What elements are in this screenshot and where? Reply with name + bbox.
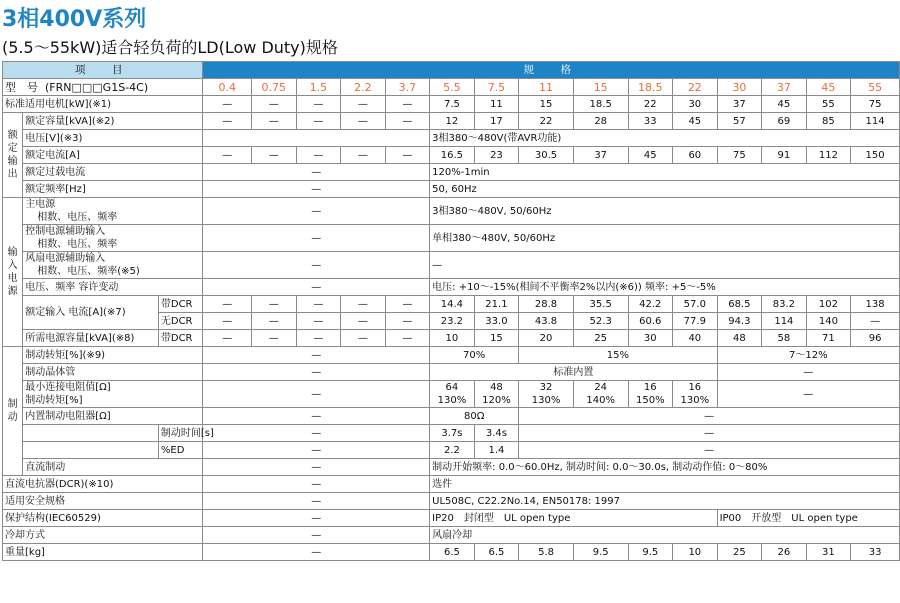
dash-cell: — (203, 510, 430, 527)
capacity-cell: 15 (573, 79, 628, 96)
model-label-cell (3, 79, 203, 96)
dash-cell: — (203, 198, 430, 225)
value-cell (673, 381, 718, 408)
value-cell: — (385, 313, 430, 330)
dcr-label: 带DCR (158, 296, 203, 313)
dash-cell: — (203, 164, 430, 181)
min-res-row (3, 381, 900, 408)
value-cell: 77.9 (673, 313, 718, 330)
group-label-char: 输 (7, 156, 18, 167)
capacity-cell: 55 (851, 79, 900, 96)
row-label: 额定容量[kVA](※2) (23, 113, 203, 130)
value-cell: 10 (430, 330, 475, 347)
row-label (23, 225, 203, 252)
header-item: 项 目 (3, 62, 203, 79)
value-cell: — (519, 408, 900, 425)
value-cell: 45 (673, 113, 718, 130)
capacity-cell: 2.2 (341, 79, 386, 96)
value-cell: 标准内置 (430, 364, 717, 381)
row-label: 电压、频率 容许变动 (23, 279, 203, 296)
value-cell: — (519, 425, 900, 442)
value-cell: 22 (519, 113, 574, 130)
value-cell: — (203, 113, 252, 130)
value-cell: 60 (673, 147, 718, 164)
ed-row (3, 442, 900, 459)
model-label: 型 号 (5, 80, 38, 94)
value-cell: — (252, 313, 297, 330)
row-label (23, 381, 203, 408)
row-label-main: 主电源 (25, 199, 56, 210)
group-label-char: 额 (7, 130, 18, 141)
res-value: 48 (490, 382, 503, 393)
value-cell: 7～12% (717, 347, 899, 364)
dash-cell: — (203, 425, 430, 442)
value-cell: — (203, 330, 252, 347)
value-cell: 120%-1min (430, 164, 900, 181)
value-cell: — (717, 364, 899, 381)
value-cell: 45 (628, 147, 673, 164)
value-cell: — (296, 313, 341, 330)
value-cell: — (252, 147, 297, 164)
value-cell: — (296, 113, 341, 130)
empty-cell (23, 442, 159, 459)
value-cell: 5.8 (519, 544, 574, 561)
res-value: 64 (445, 382, 459, 393)
value-cell: IP20 封闭型 UL open type (430, 510, 717, 527)
row-label: 标准适用电机[kW](※1) (3, 96, 203, 113)
res-value: 16 (688, 382, 702, 393)
value-cell: 75 (851, 96, 900, 113)
value-cell: 风扇冷却 (430, 527, 900, 544)
value-cell: 3相380～480V, 50/60Hz (430, 198, 900, 225)
value-cell: 30 (673, 96, 718, 113)
value-cell: 30.5 (519, 147, 574, 164)
value-cell: 68.5 (717, 296, 762, 313)
weight-row (3, 544, 900, 561)
row-label-sub: 相数、电压、频率 (37, 239, 118, 250)
capacity-cell: 0.4 (203, 79, 252, 96)
capacity-cell: 11 (519, 79, 574, 96)
value-cell: 43.8 (519, 313, 574, 330)
input-group-label (3, 198, 23, 347)
value-cell: — (385, 113, 430, 130)
value-cell: — (385, 296, 430, 313)
value-cell: 3.7s (430, 425, 475, 442)
value-cell: 55 (806, 96, 851, 113)
dash-cell: — (203, 493, 430, 510)
value-cell: 114 (851, 113, 900, 130)
current-row (3, 147, 900, 164)
value-cell: — (341, 147, 386, 164)
value-cell: 3相380～480V(带AVR功能) (430, 130, 900, 147)
group-label-char: 动 (7, 412, 18, 423)
in-current-dcr-row (3, 296, 900, 313)
brake-torque-row (3, 347, 900, 364)
value-cell: 16.5 (430, 147, 475, 164)
value-cell: 85 (806, 113, 851, 130)
capacity-cell: 5.5 (430, 79, 475, 96)
brake-group-label (3, 347, 23, 476)
value-cell: — (203, 147, 252, 164)
brake-time-row (3, 425, 900, 442)
value-cell: 57 (717, 113, 762, 130)
row-label: 所需电源容量[kVA](※8) (23, 330, 159, 347)
fan-power-row (3, 252, 900, 279)
value-cell: 28.8 (519, 296, 574, 313)
empty-cell (23, 425, 159, 442)
value-cell: 17 (474, 113, 519, 130)
value-cell: 150 (851, 147, 900, 164)
capacity-cell: 22 (673, 79, 718, 96)
res-value: 24 (594, 382, 608, 393)
group-label-char: 出 (7, 169, 18, 180)
overload-row (3, 164, 900, 181)
dash-cell: — (203, 442, 430, 459)
brake-transistor-row (3, 364, 900, 381)
supply-cap-row (3, 330, 900, 347)
voltage-row (3, 130, 900, 147)
value-cell: 58 (762, 330, 807, 347)
dash-cell: — (203, 181, 430, 198)
group-label-char: 源 (7, 286, 18, 297)
row-label: 制动时间[s] (158, 425, 203, 442)
page-title: 3相400V系列 (2, 7, 147, 32)
value-cell: 6.5 (430, 544, 475, 561)
dash-cell: — (203, 381, 430, 408)
row-label: 电压[V](※3) (23, 130, 203, 147)
value-cell (430, 381, 475, 408)
capacity-cell: 3.7 (385, 79, 430, 96)
row-label: 制动晶体管 (23, 364, 203, 381)
value-cell: 33 (851, 544, 900, 561)
value-cell: 制动开始频率: 0.0～60.0Hz, 制动时间: 0.0～30.0s, 制动动作值: 0～80% (430, 459, 900, 476)
value-cell: 25 (573, 330, 628, 347)
value-cell: 1.4 (474, 442, 519, 459)
row-label-main: 最小连接电阻值[Ω] (25, 382, 111, 393)
torque-value: 130% (531, 395, 561, 406)
value-cell: 18.5 (573, 96, 628, 113)
value-cell: — (341, 113, 386, 130)
kva-row (3, 113, 900, 130)
value-cell: 33 (628, 113, 673, 130)
row-label: %ED (158, 442, 203, 459)
value-cell: — (385, 147, 430, 164)
model-row (3, 79, 900, 96)
value-cell: IP00 开放型 UL open type (717, 510, 899, 527)
torque-value: 130% (437, 395, 467, 406)
value-cell: — (252, 113, 297, 130)
dash-cell: — (203, 459, 430, 476)
value-cell: 71 (806, 330, 851, 347)
value-cell: 37 (717, 96, 762, 113)
value-cell: — (430, 252, 900, 279)
group-label-char: 入 (7, 260, 18, 271)
value-cell: 电压: +10～-15%(相间不平衡率2%以内(※6)) 频率: +5～-5% (430, 279, 900, 296)
res-value: 32 (539, 382, 553, 393)
value-cell: 选件 (430, 476, 900, 493)
value-cell: 96 (851, 330, 900, 347)
dash-cell: — (203, 527, 430, 544)
value-cell: — (341, 330, 386, 347)
value-cell: — (203, 96, 252, 113)
row-label: 保护结构(IEC60529) (3, 510, 203, 527)
value-cell: 2.2 (430, 442, 475, 459)
value-cell: 70% (430, 347, 519, 364)
value-cell: — (252, 330, 297, 347)
protection-row (3, 510, 900, 527)
value-cell: — (385, 330, 430, 347)
value-cell: 15 (474, 330, 519, 347)
safety-row (3, 493, 900, 510)
value-cell: 94.3 (717, 313, 762, 330)
page-subtitle: (5.5～55kW)适合轻负荷的LD(Low Duty)规格 (2, 38, 338, 57)
value-cell: 11 (474, 96, 519, 113)
value-cell: 单相380～480V, 50/60Hz (430, 225, 900, 252)
value-cell: 23 (474, 147, 519, 164)
value-cell: 37 (573, 147, 628, 164)
fluct-row (3, 279, 900, 296)
torque-value: 150% (635, 395, 665, 406)
dash-cell: — (203, 364, 430, 381)
value-cell: — (341, 296, 386, 313)
value-cell: 20 (519, 330, 574, 347)
capacity-cell: 37 (762, 79, 807, 96)
dash-cell: — (203, 225, 430, 252)
row-label-sub: 相数、电压、频率(※5) (37, 266, 140, 277)
capacity-cell: 18.5 (628, 79, 673, 96)
dcr-label: 无DCR (158, 313, 203, 330)
dash-cell: — (203, 408, 430, 425)
value-cell: 91 (762, 147, 807, 164)
value-cell: — (717, 381, 899, 408)
value-cell: 6.5 (474, 544, 519, 561)
capacity-cell: 7.5 (474, 79, 519, 96)
row-label: 额定输入 电流[A](※7) (23, 296, 159, 330)
motor-row (3, 96, 900, 113)
freq-row (3, 181, 900, 198)
row-label-main: 风扇电源辅助输入 (25, 253, 106, 264)
dc-brake-row (3, 459, 900, 476)
value-cell: — (252, 96, 297, 113)
value-cell: 23.2 (430, 313, 475, 330)
empty-cell (203, 130, 430, 147)
value-cell: 112 (806, 147, 851, 164)
capacity-cell: 1.5 (296, 79, 341, 96)
group-label-char: 定 (7, 143, 18, 154)
builtin-res-row (3, 408, 900, 425)
torque-value: 130% (680, 395, 710, 406)
value-cell: 22 (628, 96, 673, 113)
value-cell: 60.6 (628, 313, 673, 330)
value-cell: 9.5 (573, 544, 628, 561)
output-group-label (3, 113, 23, 198)
torque-value: 140% (586, 395, 615, 406)
value-cell: 28 (573, 113, 628, 130)
ctrl-power-row (3, 225, 900, 252)
value-cell: 35.5 (573, 296, 628, 313)
row-label: 冷却方式 (3, 527, 203, 544)
value-cell: 15 (519, 96, 574, 113)
row-label (23, 198, 203, 225)
row-label: 重量[kg] (3, 544, 203, 561)
value-cell: 26 (762, 544, 807, 561)
value-cell: 9.5 (628, 544, 673, 561)
value-cell: 102 (806, 296, 851, 313)
value-cell: 40 (673, 330, 718, 347)
value-cell: 75 (717, 147, 762, 164)
capacity-cell: 45 (806, 79, 851, 96)
value-cell: 7.5 (430, 96, 475, 113)
value-cell: — (851, 313, 900, 330)
value-cell: 21.1 (474, 296, 519, 313)
value-cell (573, 381, 628, 408)
dash-cell: — (203, 476, 430, 493)
dcr-label: 带DCR (158, 330, 203, 347)
header-row (3, 62, 900, 79)
value-cell: 69 (762, 113, 807, 130)
value-cell: — (385, 96, 430, 113)
value-cell: 42.2 (628, 296, 673, 313)
capacity-cell: 0.75 (252, 79, 297, 96)
value-cell: 30 (628, 330, 673, 347)
row-label: 适用安全规格 (3, 493, 203, 510)
model-code: (FRN□□□G1S-4C) (45, 80, 149, 94)
value-cell: 15% (519, 347, 717, 364)
row-label: 额定电流[A] (23, 147, 203, 164)
group-label-char: 输 (7, 247, 18, 258)
value-cell: 83.2 (762, 296, 807, 313)
value-cell: 14.4 (430, 296, 475, 313)
dash-cell: — (203, 252, 430, 279)
dcr-row (3, 476, 900, 493)
value-cell: 140 (806, 313, 851, 330)
row-label: 直流制动 (23, 459, 203, 476)
header-spec: 规 格 (203, 62, 900, 79)
spec-table (2, 61, 900, 561)
value-cell: 33.0 (474, 313, 519, 330)
row-label-sub: 相数、电压、频率 (37, 212, 118, 223)
value-cell: 57.0 (673, 296, 718, 313)
value-cell (474, 381, 519, 408)
main-power-row (3, 198, 900, 225)
value-cell: 138 (851, 296, 900, 313)
value-cell: — (296, 296, 341, 313)
value-cell: 52.3 (573, 313, 628, 330)
row-label-main: 控制电源辅助输入 (25, 226, 106, 237)
group-label-char: 电 (7, 273, 18, 284)
value-cell: — (296, 330, 341, 347)
value-cell: 3.4s (474, 425, 519, 442)
value-cell: — (203, 296, 252, 313)
value-cell: 114 (762, 313, 807, 330)
value-cell: — (252, 296, 297, 313)
value-cell: 12 (430, 113, 475, 130)
res-value: 16 (643, 382, 657, 393)
value-cell: 10 (673, 544, 718, 561)
torque-value: 120% (482, 395, 511, 406)
row-label: 额定过载电流 (23, 164, 203, 181)
row-label: 直流电抗器(DCR)(※10) (3, 476, 203, 493)
row-label: 额定频率[Hz] (23, 181, 203, 198)
value-cell: — (296, 96, 341, 113)
value-cell: 25 (717, 544, 762, 561)
value-cell: — (519, 442, 900, 459)
cooling-row (3, 527, 900, 544)
value-cell (519, 381, 574, 408)
value-cell: 80Ω (430, 408, 519, 425)
dash-cell: — (203, 544, 430, 561)
value-cell: 50, 60Hz (430, 181, 900, 198)
value-cell: — (341, 313, 386, 330)
group-label-char: 制 (7, 399, 18, 410)
dash-cell: — (203, 279, 430, 296)
row-label (23, 252, 203, 279)
value-cell: — (341, 96, 386, 113)
dash-cell: — (203, 347, 430, 364)
row-label-sub: 制动转矩[%] (25, 395, 83, 406)
value-cell: UL508C, C22.2No.14, EN50178: 1997 (430, 493, 900, 510)
row-label: 内置制动电阻器[Ω] (23, 408, 203, 425)
row-label: 制动转矩[%](※9) (23, 347, 203, 364)
value-cell: 45 (762, 96, 807, 113)
value-cell: 48 (717, 330, 762, 347)
value-cell: — (296, 147, 341, 164)
value-cell: — (203, 313, 252, 330)
value-cell (628, 381, 673, 408)
value-cell: 31 (806, 544, 851, 561)
capacity-cell: 30 (717, 79, 762, 96)
